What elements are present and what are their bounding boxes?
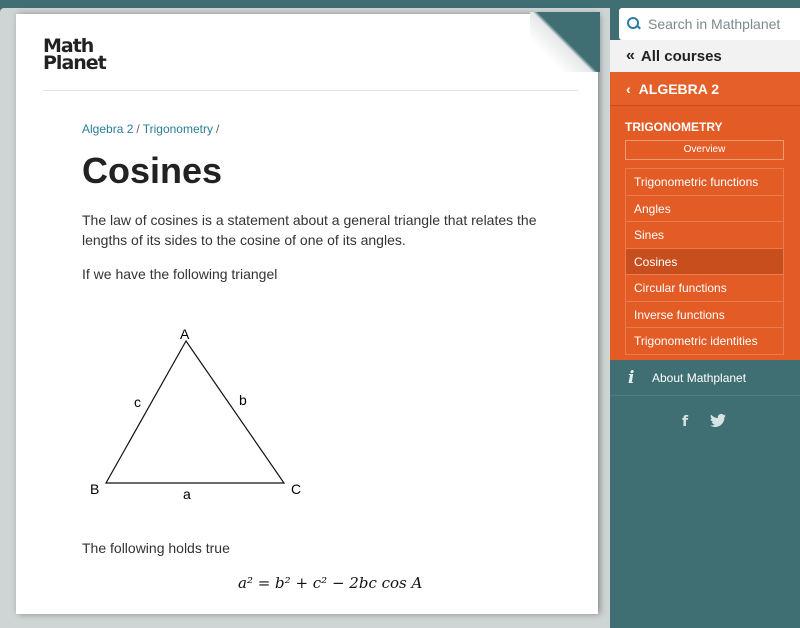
menu-item-inverse-functions[interactable]: Inverse functions xyxy=(625,302,784,329)
holds-true-paragraph: The following holds true xyxy=(82,540,230,556)
chapter-menu xyxy=(625,168,784,355)
vertex-b-label: B xyxy=(90,481,100,497)
page-curl xyxy=(530,12,600,72)
formula-line-1: a² = b² + c² − 2bc cos A xyxy=(238,574,423,592)
menu-item-trigonometric-identities[interactable]: Trigonometric identities xyxy=(625,328,784,355)
side-b-label: b xyxy=(239,392,247,408)
overview-link[interactable]: Overview xyxy=(625,140,784,160)
breadcrumb xyxy=(82,122,222,136)
course-link-algebra-2[interactable] xyxy=(610,72,800,106)
section-title: TRIGONOMETRY xyxy=(625,120,723,134)
about-label: About Mathplanet xyxy=(652,370,747,385)
about-mathplanet-link[interactable] xyxy=(610,360,800,396)
breadcrumb-separator: / xyxy=(136,122,140,136)
triangle-shape xyxy=(106,341,284,483)
chevron-left-icon: ‹ xyxy=(626,80,631,97)
side-c-label: c xyxy=(134,394,141,410)
double-chevron-left-icon: « xyxy=(626,47,635,64)
info-icon: i xyxy=(628,367,635,388)
social-links xyxy=(682,414,726,430)
intro-paragraph: The law of cosines is a statement about a general triangle that relates the lengths of its sides to the cosine of one of its angles. xyxy=(82,212,537,248)
course-label: ALGEBRA 2 xyxy=(638,80,720,97)
page-title: Cosines xyxy=(82,150,223,191)
content-page xyxy=(16,14,598,614)
lead-paragraph: If we have the following triangel xyxy=(82,266,278,282)
logo-line-1: Math xyxy=(43,35,94,57)
menu-item-angles[interactable]: Angles xyxy=(625,196,784,223)
vertex-c-label: C xyxy=(291,481,302,497)
all-courses-link[interactable] xyxy=(610,40,800,72)
search-input[interactable] xyxy=(648,16,788,32)
breadcrumb-trigonometry[interactable]: Trigonometry xyxy=(142,122,213,136)
menu-item-sines[interactable]: Sines xyxy=(625,222,784,249)
facebook-icon[interactable]: f xyxy=(682,414,689,430)
mathplanet-logo[interactable] xyxy=(43,35,113,78)
sidebar xyxy=(610,0,800,600)
breadcrumb-separator: / xyxy=(215,122,220,136)
vertex-a-label: A xyxy=(180,326,190,342)
menu-item-trigonometric-functions[interactable]: Trigonometric functions xyxy=(625,169,784,196)
menu-item-circular-functions[interactable]: Circular functions xyxy=(625,275,784,302)
menu-item-cosines[interactable]: Cosines xyxy=(625,249,784,276)
header-divider xyxy=(43,90,578,91)
search-icon[interactable] xyxy=(627,17,641,31)
law-of-cosines-formula xyxy=(238,572,422,594)
all-courses-label: All courses xyxy=(640,47,722,65)
side-a-label: a xyxy=(183,486,191,502)
course-menu xyxy=(610,72,800,360)
twitter-icon[interactable] xyxy=(710,414,726,427)
breadcrumb-algebra-2[interactable]: Algebra 2 xyxy=(82,122,134,136)
triangle-figure xyxy=(82,309,322,502)
search-bar[interactable] xyxy=(619,8,800,40)
logo-line-2: Planet xyxy=(43,52,106,74)
